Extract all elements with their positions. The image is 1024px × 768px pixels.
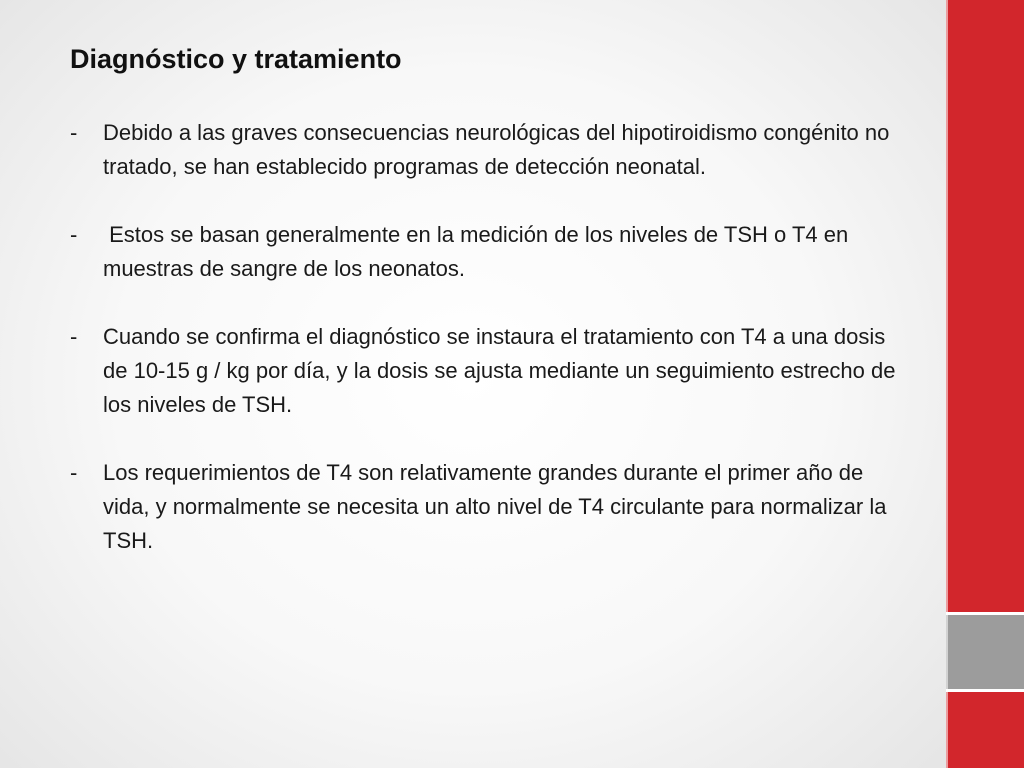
bullet-list: [70, 116, 900, 592]
bullet-item: [70, 320, 900, 422]
side-bar-red-bottom: [946, 692, 1024, 768]
bullet-text: Los requerimientos de T4 son relativamente grandes durante el primer año de vida, y normalmente se necesita un alto nivel de T4 circulante para normalizar la TSH.: [103, 460, 893, 553]
bullet-dash: -: [70, 222, 78, 247]
bullet-text: Cuando se confirma el diagnóstico se instaura el tratamiento con T4 a una dosis de 10-15 g / kg por día, y la dosis se ajusta mediante un seguimiento estrecho de los niveles de TSH.: [103, 324, 902, 417]
side-bar-gray-block: [946, 615, 1024, 689]
slide-title: Diagnóstico y tratamiento: [70, 44, 402, 74]
bullet-dash: -: [70, 460, 78, 485]
bullet-dash: -: [70, 120, 78, 145]
side-bar-red-top: [946, 0, 1024, 612]
bullet-text: Estos se basan generalmente en la medición de los niveles de TSH o T4 en muestras de sangre de los neonatos.: [103, 222, 855, 281]
side-bar-edge: [946, 0, 948, 768]
bullet-item: [70, 218, 900, 286]
bullet-text: Debido a las graves consecuencias neurológicas del hipotiroidismo congénito no tratado, se han establecido programas de detección neonatal.: [103, 120, 896, 179]
bullet-dash: -: [70, 324, 78, 349]
decorative-side-bar: [946, 0, 1024, 768]
bullet-item: [70, 456, 900, 558]
bullet-item: [70, 116, 900, 184]
